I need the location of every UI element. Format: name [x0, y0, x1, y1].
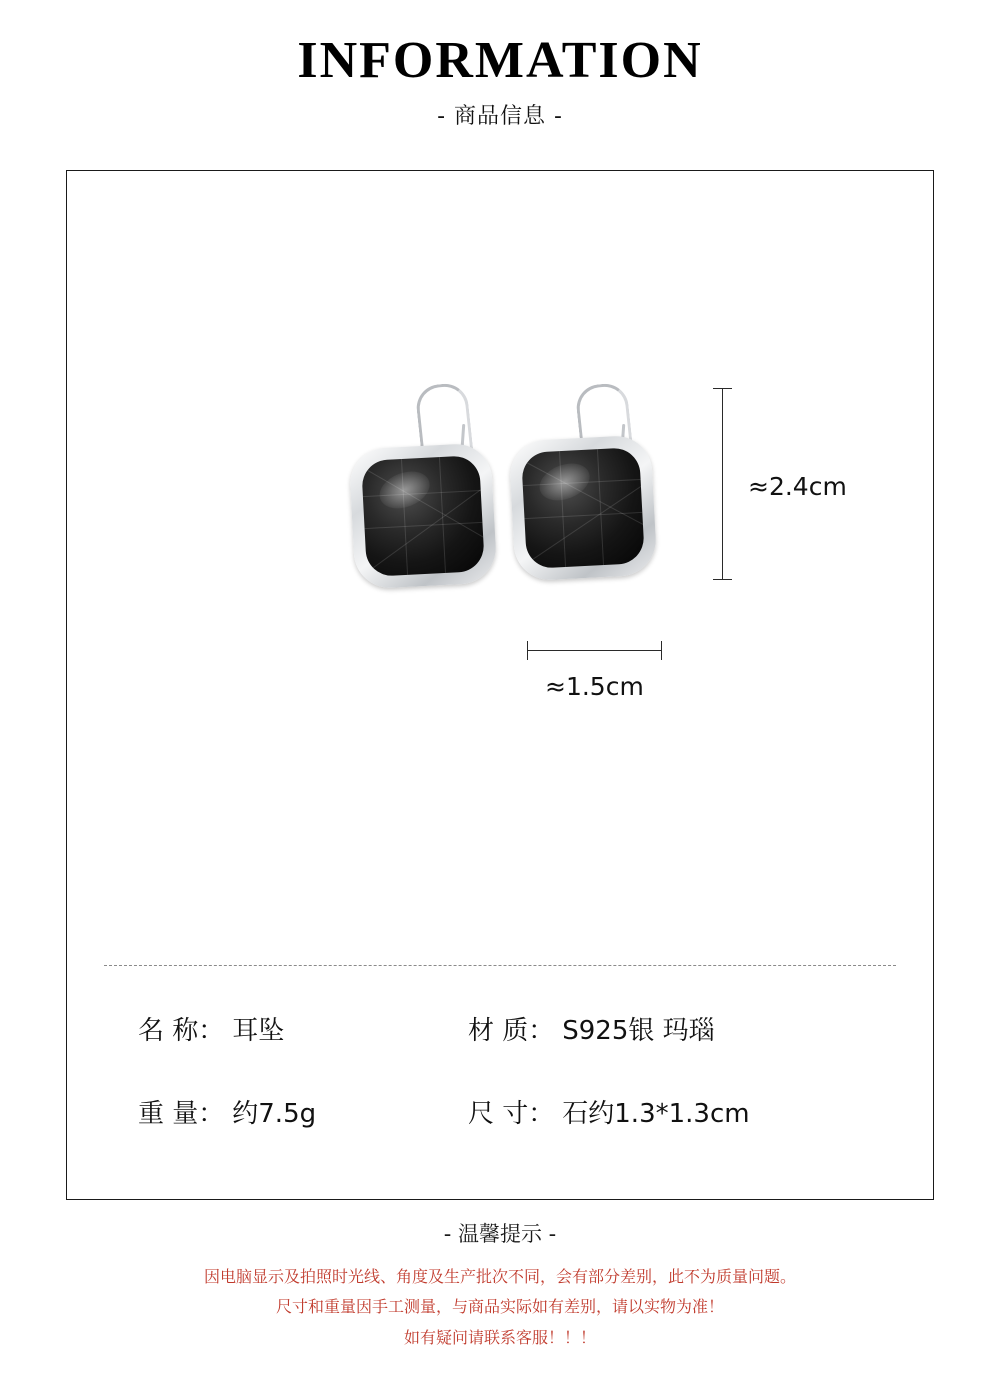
earrings-illustration [340, 380, 640, 600]
spec-name-label: 名 称： [138, 1016, 225, 1046]
spec-name [138, 1010, 468, 1047]
agate-stone-right [521, 447, 645, 569]
height-dimension-line [722, 388, 723, 580]
note-line-2: 尺寸和重量因手工测量，与商品实际如有差别，请以实物为准！ [275, 1297, 724, 1317]
spec-size [468, 1093, 750, 1130]
earring-bezel-left [348, 442, 497, 589]
page-subtitle: - 商品信息 - [437, 103, 563, 129]
divider [104, 965, 896, 966]
footer-note [0, 1218, 1000, 1353]
spec-size-label: 尺 寸： [468, 1099, 555, 1129]
note-line-3: 如有疑问请联系客服！！！ [403, 1327, 596, 1347]
height-dimension-label: ≈2.4cm [748, 472, 847, 501]
page-title: INFORMATION [297, 32, 703, 89]
spec-table [138, 1010, 878, 1176]
spec-name-value: 耳坠 [232, 1016, 285, 1046]
spec-weight [138, 1093, 468, 1130]
width-dimension-line [527, 650, 662, 651]
spec-material [468, 1010, 715, 1047]
spec-weight-value: 约7.5g [232, 1099, 317, 1129]
spec-row [138, 1010, 878, 1047]
page-header [0, 34, 1000, 130]
spec-row [138, 1093, 878, 1130]
spec-weight-label: 重 量： [138, 1099, 225, 1129]
note-title: - 温馨提示 - [443, 1222, 557, 1246]
spec-size-value: 石约1.3*1.3cm [562, 1099, 750, 1129]
earring-bezel-right [508, 434, 657, 581]
spec-material-label: 材 质： [468, 1016, 555, 1046]
agate-stone-left [361, 455, 485, 577]
spec-material-value: S925银 玛瑙 [562, 1016, 715, 1046]
note-line-1: 因电脑显示及拍照时光线、角度及生产批次不同，会有部分差别，此不为质量问题。 [203, 1267, 796, 1286]
width-dimension-label: ≈1.5cm [545, 672, 644, 701]
